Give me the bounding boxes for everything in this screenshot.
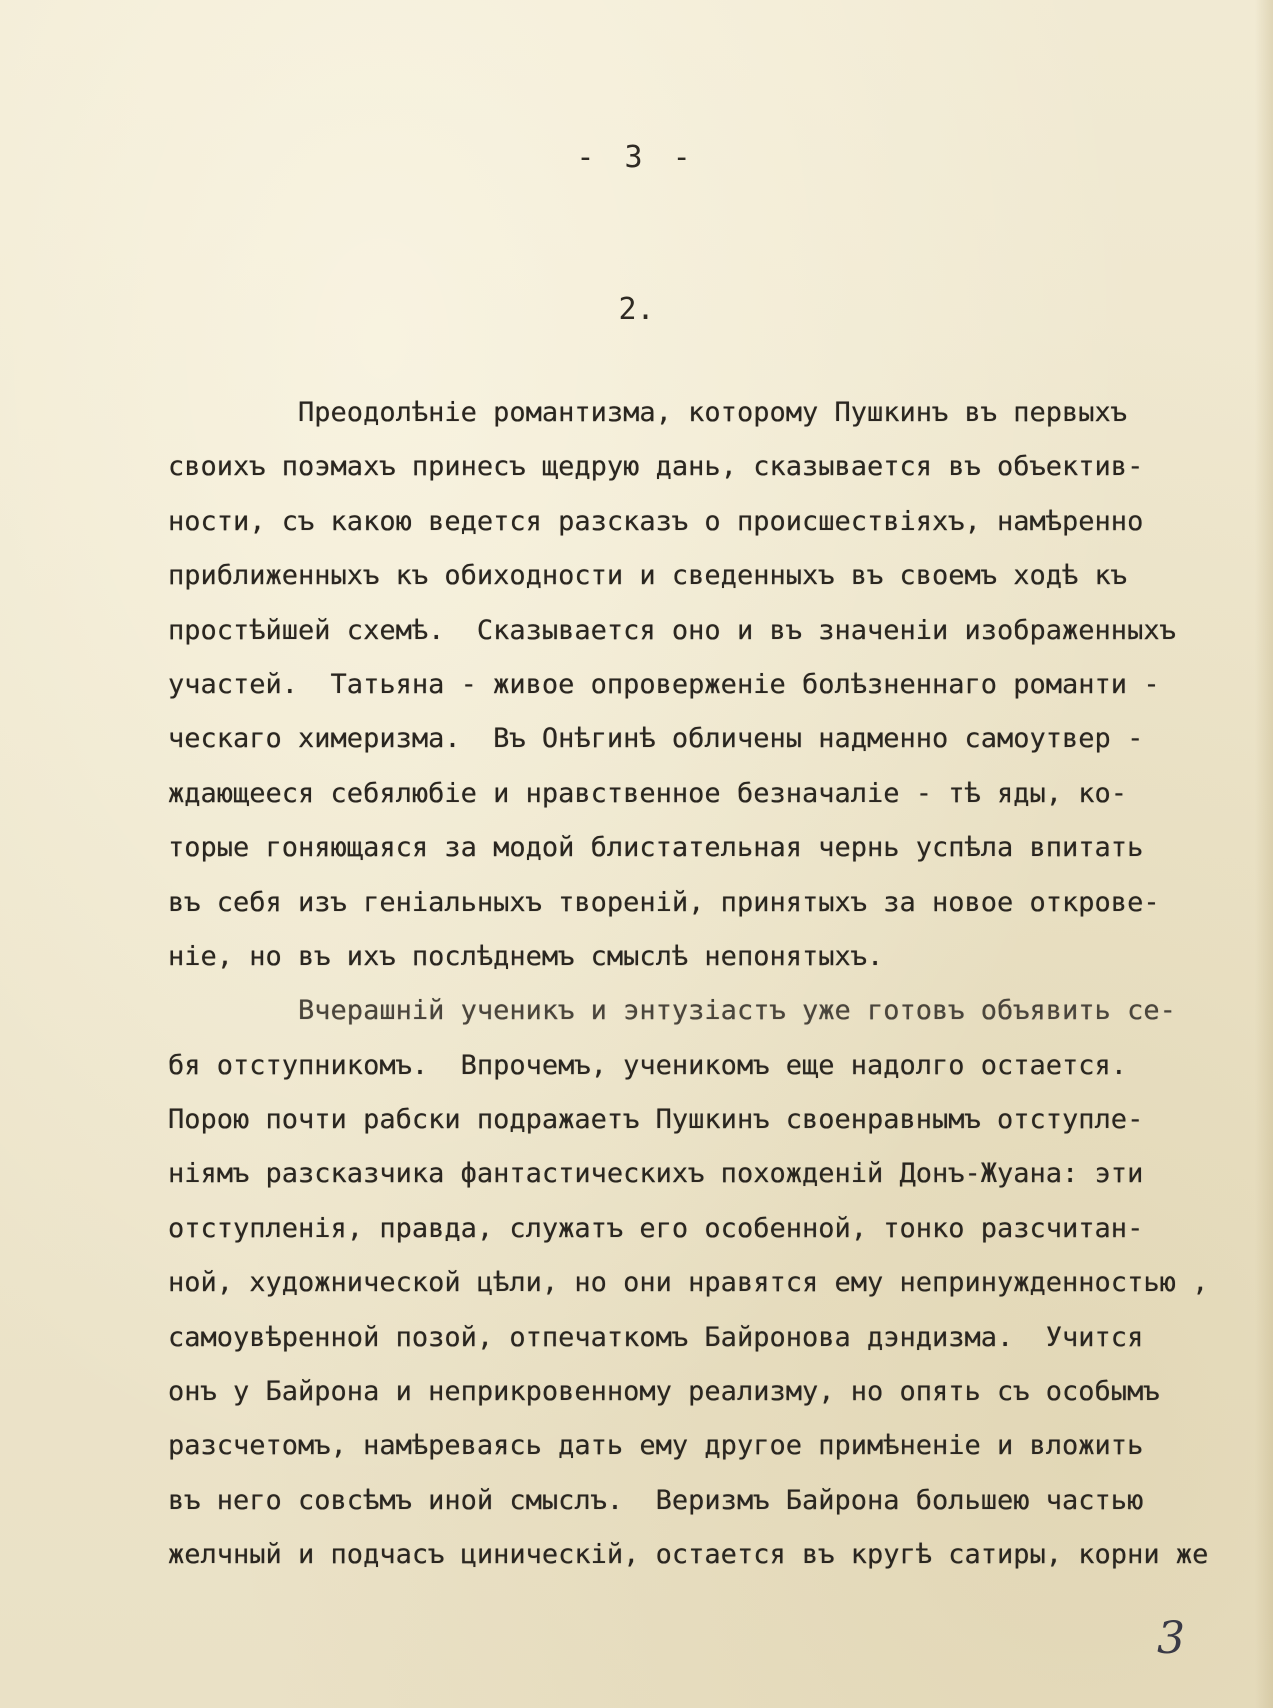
page-header-number: - 3 -	[576, 140, 697, 175]
text-line: онъ у Байрона и неприкровенному реализму, но опять съ особымъ	[168, 1376, 1160, 1408]
text-line: отступленія, правда, служатъ его особенной, тонко разсчитан-	[168, 1212, 1144, 1244]
text-line: въ себя изъ геніальныхъ твореній, принятыхъ за новое открове-	[168, 886, 1160, 918]
text-line: самоувѣренной позой, отпечаткомъ Байронова дэндизма. Учится	[168, 1321, 1144, 1353]
text-line: торые гоняющаяся за модой блистательная чернь успѣла впитать	[168, 832, 1144, 864]
text-line: своихъ поэмахъ принесъ щедрую дань, сказывается въ объектив-	[168, 451, 1144, 483]
text-line: ной, художнической цѣли, но они нравятся ему непринужденностью ,	[168, 1267, 1209, 1299]
text-line: въ него совсѣмъ иной смыслъ. Веризмъ Байрона большею частью	[168, 1484, 1144, 1516]
paper-edge-shadow	[1255, 0, 1273, 1708]
text-line: Порою почти рабски подражаетъ Пушкинъ своенравнымъ отступле-	[168, 1104, 1144, 1136]
text-line: желчный и подчасъ циническій, остается въ кругѣ сатиры, корни же	[168, 1539, 1209, 1571]
text-line: простѣйшей схемѣ. Сказывается оно и въ значеніи изображенныхъ	[168, 614, 1176, 646]
text-line: ніямъ разсказчика фантастическихъ похожденій Донъ-Жуана: эти	[168, 1158, 1144, 1190]
text-line: Вчерашній ученикъ и энтузіастъ уже готовъ объявить се-	[168, 995, 1176, 1027]
body-text	[168, 386, 1248, 1583]
text-line: ности, съ какою ведется разсказъ о происшествіяхъ, намѣренно	[168, 505, 1144, 537]
text-line: Преодолѣніе романтизма, которому Пушкинъ въ первыхъ	[168, 397, 1128, 428]
handwritten-page-number: 3	[1157, 1613, 1185, 1664]
text-line: ніе, но въ ихъ послѣднемъ смыслѣ непонятыхъ.	[168, 940, 884, 972]
text-line: ческаго химеризма. Въ Онѣгинѣ обличены надменно самоутвер -	[168, 723, 1144, 755]
text-line: приближенныхъ къ обиходности и сведенныхъ въ своемъ ходѣ къ	[168, 560, 1128, 592]
text-line: разсчетомъ, намѣреваясь дать ему другое примѣненіе и вложить	[168, 1430, 1144, 1462]
text-line: ждающееся себялюбіе и нравственное безначаліе - тѣ яды, ко-	[168, 777, 1128, 809]
text-line: бя отступникомъ. Впрочемъ, ученикомъ еще надолго остается.	[168, 1049, 1128, 1081]
section-number: 2.	[618, 292, 655, 327]
text-line: участей. Татьяна - живое опроверженіе болѣзненнаго романти -	[168, 668, 1160, 700]
